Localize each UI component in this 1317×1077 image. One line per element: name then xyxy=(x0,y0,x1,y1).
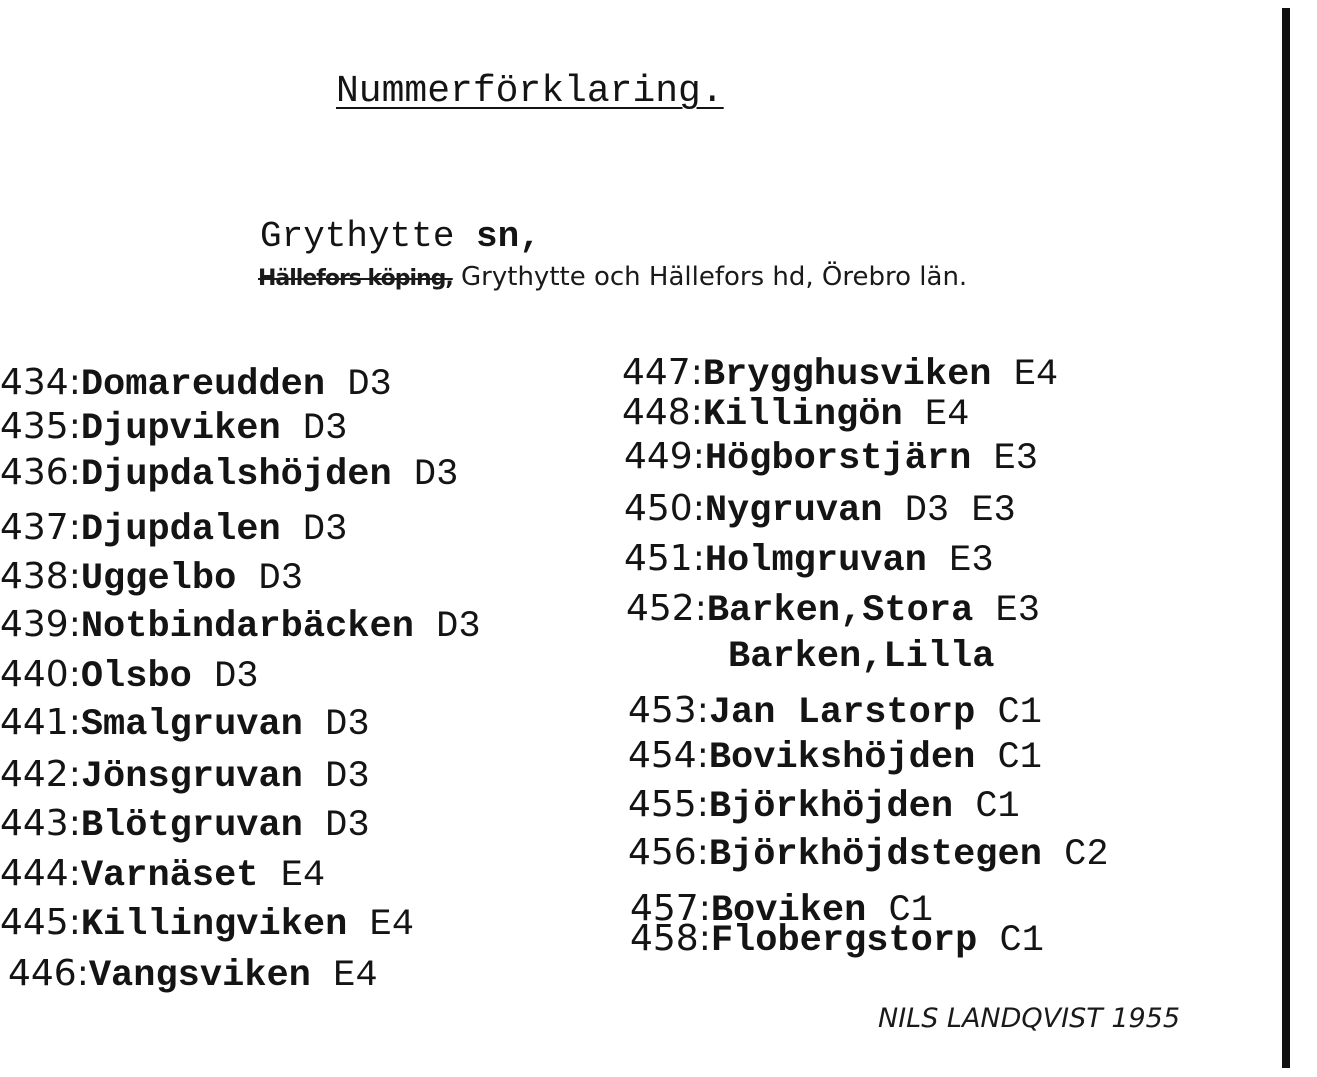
entry-place: Varnäset xyxy=(80,855,259,897)
entry-place: Björkhöjden xyxy=(708,786,954,828)
entry-number: 449: xyxy=(624,436,705,477)
entry-place: Uggelbo xyxy=(80,558,237,600)
entry-grid: D3 xyxy=(436,606,481,648)
entry-grid: D3 xyxy=(325,805,370,847)
entry-number: 458: xyxy=(630,918,711,959)
entry-grid: C2 xyxy=(1064,834,1109,876)
entry-number: 454: xyxy=(628,735,709,776)
entry-number: 444: xyxy=(0,853,81,894)
list-item xyxy=(0,803,370,847)
entry-number: 445: xyxy=(0,902,81,943)
entry-number: 439: xyxy=(0,604,81,645)
entry-grid: C1 xyxy=(997,692,1042,734)
list-item xyxy=(728,636,994,678)
list-item xyxy=(0,507,347,551)
district-struck-text: Hällefors köping, xyxy=(258,266,453,291)
entry-place: Djupdalshöjden xyxy=(80,454,392,496)
entry-place: Nygruvan xyxy=(704,490,883,532)
parish-name: Grythytte xyxy=(260,216,455,257)
entry-place: Flobergstorp xyxy=(710,920,978,962)
title-text: Nummerförklaring. xyxy=(336,70,724,113)
district-text: Grythytte och Hällefors hd, Örebro län. xyxy=(461,262,968,292)
entry-number: 437: xyxy=(0,507,81,548)
list-item xyxy=(8,953,378,997)
entry-grid: C1 xyxy=(999,920,1044,962)
entry-grid: E4 xyxy=(280,855,326,897)
list-item xyxy=(628,784,1020,828)
entry-grid: D3 xyxy=(413,454,459,496)
list-item xyxy=(0,452,458,496)
entry-place: Björkhöjdstegen xyxy=(708,834,1042,876)
entry-grid: D3 xyxy=(258,558,303,600)
entry-grid: D3 E3 xyxy=(904,490,1016,532)
entry-place: Boviken xyxy=(710,890,867,932)
entry-grid: D3 xyxy=(325,704,370,746)
entry-number: 446: xyxy=(8,953,89,994)
entry-number: 452: xyxy=(626,588,707,629)
entry-place: Notbindarbäcken xyxy=(80,606,414,648)
list-item xyxy=(628,735,1042,779)
list-item xyxy=(628,690,1042,734)
list-item xyxy=(0,604,481,648)
list-item xyxy=(628,832,1109,876)
list-item xyxy=(624,538,994,582)
entry-number: 457: xyxy=(630,888,711,929)
entry-grid: C1 xyxy=(975,786,1020,828)
entry-number: 436: xyxy=(0,452,81,493)
list-item xyxy=(624,436,1038,480)
entry-place: Killingviken xyxy=(80,904,348,946)
list-item xyxy=(622,392,969,436)
document-title xyxy=(336,70,724,113)
entry-place: Barken,Stora xyxy=(706,590,974,632)
entry-number: 451: xyxy=(624,538,705,579)
entry-number: 455: xyxy=(628,784,709,825)
entry-place: Smalgruvan xyxy=(80,704,303,746)
entry-place: Blötgruvan xyxy=(80,805,303,847)
entry-number: 453: xyxy=(628,690,709,731)
entry-grid: D3 xyxy=(302,509,348,551)
entry-grid: D3 xyxy=(325,756,370,798)
list-item xyxy=(0,654,259,698)
list-item xyxy=(0,902,414,946)
entry-number: 434: xyxy=(0,362,81,403)
parish-heading xyxy=(260,216,541,257)
entry-number: 443: xyxy=(0,803,81,844)
entry-place: Brygghusviken xyxy=(702,354,992,396)
entry-grid: C1 xyxy=(888,890,933,932)
parish-suffix: sn, xyxy=(476,216,541,257)
list-item xyxy=(626,588,1040,632)
entry-place: Högborstjärn xyxy=(704,438,972,480)
entry-grid: E3 xyxy=(995,590,1040,632)
scan-edge-line xyxy=(1282,8,1290,1068)
signature: NILS LANDQVIST 1955 xyxy=(878,1003,1181,1034)
entry-number: 442: xyxy=(0,754,81,795)
entry-grid: E4 xyxy=(333,955,378,997)
entry-place: Barken,Lilla xyxy=(728,636,995,678)
entry-place: Domareudden xyxy=(80,364,326,406)
entry-number: 450: xyxy=(624,488,705,529)
entry-number: 448: xyxy=(622,392,703,433)
entry-place: Djupviken xyxy=(80,408,281,450)
entry-place: Bovikshöjden xyxy=(708,737,976,779)
entry-place: Holmgruvan xyxy=(704,540,927,582)
entry-number: 447: xyxy=(622,352,703,393)
list-item xyxy=(0,406,347,450)
list-item xyxy=(0,853,325,897)
entry-grid: D3 xyxy=(347,364,392,406)
entry-number: 456: xyxy=(628,832,709,873)
entry-place: Jönsgruvan xyxy=(80,756,303,798)
entry-number: 438: xyxy=(0,556,81,597)
entry-grid: E4 xyxy=(1013,354,1059,396)
entry-place: Vangsviken xyxy=(88,955,311,997)
entry-grid: E3 xyxy=(993,438,1038,480)
entry-grid: C1 xyxy=(997,737,1042,779)
entry-place: Jan Larstorp xyxy=(708,692,976,734)
list-item xyxy=(0,702,370,746)
entry-number: 435: xyxy=(0,406,81,447)
entry-place: Olsbo xyxy=(80,656,192,698)
entry-grid: E4 xyxy=(924,394,970,436)
entry-grid: D3 xyxy=(302,408,348,450)
list-item xyxy=(622,352,1058,396)
entry-place: Killingön xyxy=(702,394,903,436)
list-item xyxy=(630,918,1044,962)
entry-grid: E4 xyxy=(369,904,414,946)
list-item xyxy=(624,488,1016,532)
entry-grid: E3 xyxy=(949,540,994,582)
entry-place: Djupdalen xyxy=(80,509,281,551)
entry-grid: D3 xyxy=(214,656,259,698)
list-item xyxy=(0,362,392,406)
entry-number: 441: xyxy=(0,702,81,743)
list-item xyxy=(0,754,370,798)
entry-number: 440: xyxy=(0,654,81,695)
list-item xyxy=(0,556,303,600)
district-line xyxy=(258,262,967,292)
